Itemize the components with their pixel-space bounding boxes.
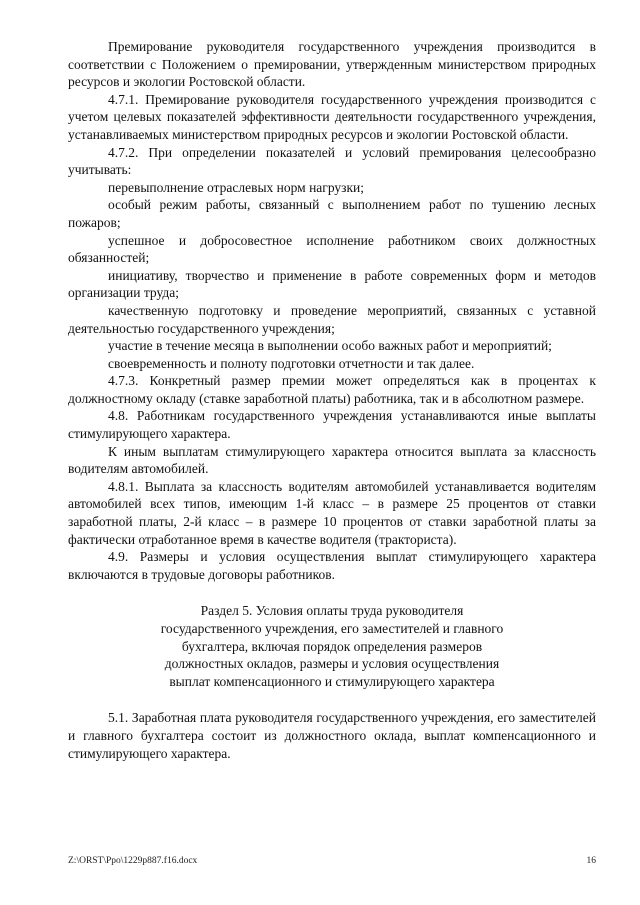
section-heading-line: Раздел 5. Условия оплаты труда руководителя [200,603,464,619]
section-heading-line: выплат компенсационного и стимулирующего характера [169,673,495,689]
footer-file-path: Z:\ORST\Ppo\1229p887.f16.docx [68,856,198,866]
paragraph: 4.7.1. Премирование руководителя государственного учреждения производится с учетом целевых показателей эффективности деятельности государственного учреждения, устанавливаемых министерством природных ресурсов и экологии Ростовской области. [68,91,596,142]
page-number: 16 [586,856,596,866]
paragraph: 4.7.3. Конкретный размер премии может определяться как в процентах к должностному окладу (ставке заработной платы) работника, так и в абсолютном размере. [68,373,596,406]
section-heading-line: должностных окладов, размеры и условия осуществления [164,656,500,672]
document-body [68,38,596,762]
paragraph: 5.1. Заработная плата руководителя государственного учреждения, его заместителей и главного бухгалтера состоит из должностного оклада, выплат компенсационного и стимулирующего характера. [68,710,596,761]
list-item: участие в течение месяца в выполнении особо важных работ и мероприятий; [108,338,552,354]
paragraph: К иным выплатам стимулирующего характера относится выплата за классность водителям автомобилей. [68,443,596,477]
paragraph: 4.9. Размеры и условия осуществления выплат стимулирующего характера включаются в трудовые договоры работников. [68,549,596,582]
spacer [68,583,596,602]
section-heading [68,602,596,690]
list-item: особый режим работы, связанный с выполнением работ по тушению лесных пожаров; [68,197,596,230]
paragraph: 4.8.1. Выплата за классность водителям автомобилей устанавливается водителям автомобилей всех типов, имеющим 1-й класс – в размере 25 процентов от ставки заработной платы, 2-й класс – в размере 10 процентов от ставки заработной платы за фактически отработанное время в качестве водителя (тракториста). [68,478,596,547]
list-item: качественную подготовку и проведение мероприятий, связанных с уставной деятельностью государственного учреждения; [68,302,596,336]
list-item: успешное и добросовестное исполнение работником своих должностных обязанностей; [68,232,596,266]
paragraph: Премирование руководителя государственного учреждения производится в соответствии с Положением о премировании, утвержденным министерством природных ресурсов и экологии Ростовской области. [68,39,596,90]
section-heading-line: государственного учреждения, его заместителей и главного [160,621,504,636]
list-item: своевременность и полноту подготовки отчетности и так далее. [108,355,475,371]
section-heading-line: бухгалтера, включая порядок определения размеров [181,638,483,654]
list-item: перевыполнение отраслевых норм нагрузки; [108,179,365,195]
spacer [68,690,596,709]
paragraph: 4.8. Работникам государственного учреждения устанавливаются иные выплаты стимулирующего характера. [68,408,596,442]
paragraph: 4.7.2. При определении показателей и условий премирования целесообразно учитывать: [68,144,596,178]
list-item: инициативу, творчество и применение в работе современных форм и методов организации труда; [68,267,596,301]
